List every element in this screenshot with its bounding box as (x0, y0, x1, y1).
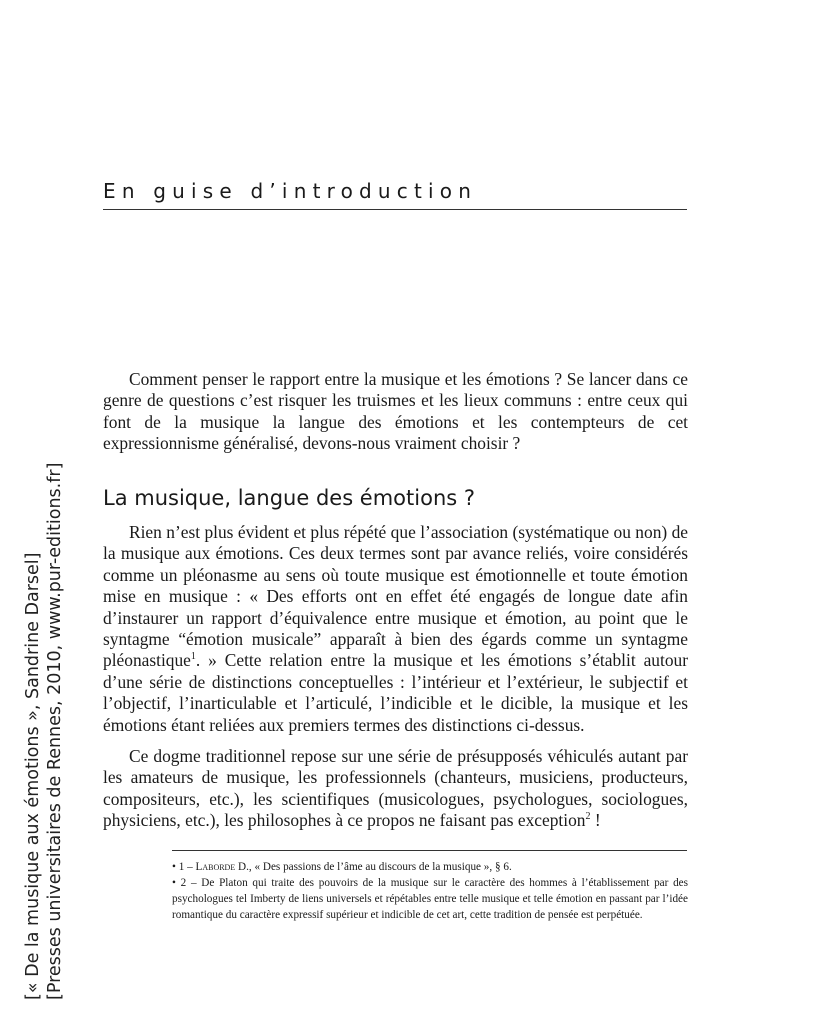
body-paragraph-1-text-b: . » Cette relation entre la musique et les émotions s’établit autour d’une série de distinctions conceptuelles : l’intérieur et l’extérieur, le subjectif et l’objectif, l’inarticulable et l’articulé, l’indicible et le dicible, la musique et les émotions étant reliées aux premiers termes des distinctions ci-dessus. (103, 650, 688, 735)
footnote-1-prefix: • 1 – (172, 861, 196, 873)
footnote-2 (172, 875, 688, 923)
intro-paragraph: Comment penser le rapport entre la musique et les émotions ? Se lancer dans ce genre de questions c’est risquer les truismes et les lieux communs : entre ceux qui font de la musique la langue des émotions et les contempteurs de cet expressionnisme généralisé, devons-nous vraiment choisir ? (103, 369, 688, 454)
footnote-2-text: De Platon qui traite des pouvoirs de la musique sur le caractère des hommes à l’établissement par des psychologues tel Imberty de liens universels et répétables entre telle musique et telle émotion en passant par l’idée romantique du caractère expressif supérieur et indicible de cet art, cette tradition de pensée est perpétuée. (172, 877, 689, 921)
footnote-ref-2[interactable]: 2 (585, 811, 591, 823)
body-paragraph-1-text-a: Rien n’est plus évident et plus répété que l’association (systématique ou non) de la musique aux émotions. Ces deux termes sont par avance reliés, voire considérés comme un pléonasme au sens où toute musique est émotionnelle et toute émotion mise en musique : « Des efforts ont en effet été engagés de longue date afin d’instaurer un rapport d’équivalence entre musique et émotion, au point que le syntagme “émotion musicale” apparaît à bien des égards comme un syntagme pléonastique (103, 522, 688, 671)
chapter-title: En guise d’introduction (103, 179, 478, 203)
side-citation-line-1: [« De la musique aux émotions », Sandrine Darsel] (23, 552, 43, 1000)
footnote-2-prefix: • 2 – (172, 877, 202, 889)
footnote-1-author: Laborde (195, 861, 236, 873)
section-heading: La musique, langue des émotions ? (103, 486, 476, 510)
footnote-rule (172, 850, 687, 851)
body-paragraph-2 (103, 746, 688, 832)
body-paragraph-2-text: Ce dogme traditionnel repose sur une série de présupposés véhiculés autant par les amateurs de musique, les professionnels (chanteurs, musiciens, producteurs, compositeurs, etc.), les scientifiques (musicologues, psychologues, sociologues, physiciens, etc.), les philosophes à ce propos ne faisant pas exception (103, 746, 688, 831)
chapter-title-rule (103, 209, 687, 210)
footnote-1-text: D., « Des passions de l’âme au discours de la musique », § 6. (235, 861, 512, 873)
body-paragraph-2-end: ! (590, 810, 601, 831)
body-paragraph-1 (103, 522, 688, 736)
side-citation-line-2: [Presses universitaires de Rennes, 2010, www.pur-editions.fr] (45, 462, 65, 1000)
footnote-ref-1[interactable]: 1 (190, 651, 196, 663)
side-citation (22, 462, 66, 1000)
footnote-1 (172, 859, 688, 875)
footnotes (172, 859, 688, 923)
